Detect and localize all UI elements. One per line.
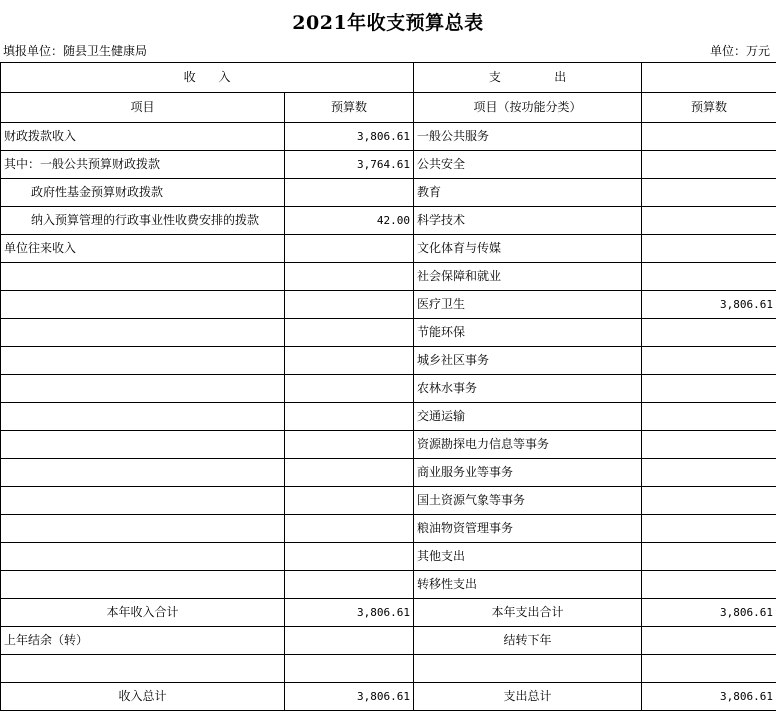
income-value: 42.00 xyxy=(285,207,414,235)
table-row xyxy=(1,375,776,403)
expense-value xyxy=(642,375,776,403)
col-income-budget: 预算数 xyxy=(285,93,414,123)
expense-item: 科学技术 xyxy=(414,207,642,235)
page-title: 2021年收支预算总表 xyxy=(292,12,484,34)
column-header-row xyxy=(1,93,776,123)
expense-item: 商业服务业等事务 xyxy=(414,459,642,487)
income-total-label: 收入总计 xyxy=(1,683,285,711)
income-item xyxy=(1,375,285,403)
income-value xyxy=(285,431,414,459)
expense-item: 医疗卫生 xyxy=(414,291,642,319)
expense-header: 支 出 xyxy=(414,63,642,93)
table-row xyxy=(1,403,776,431)
income-value xyxy=(285,459,414,487)
expense-value xyxy=(642,319,776,347)
expense-value xyxy=(642,487,776,515)
income-value xyxy=(285,263,414,291)
table-row xyxy=(1,347,776,375)
table-row xyxy=(1,179,776,207)
income-item xyxy=(1,403,285,431)
reporting-unit: 填报单位：随县卫生健康局 xyxy=(3,44,148,58)
grand-total-row xyxy=(1,683,776,711)
table-row xyxy=(1,487,776,515)
year-total-row xyxy=(1,599,776,627)
income-value xyxy=(285,235,414,263)
year-income-value: 3,806.61 xyxy=(285,599,414,627)
income-item: 其中：一般公共预算财政拨款 xyxy=(1,151,285,179)
blank-cell xyxy=(1,655,285,683)
table-row xyxy=(1,459,776,487)
income-value: 3,764.61 xyxy=(285,151,414,179)
expense-item: 转移性支出 xyxy=(414,571,642,599)
income-header: 收 入 xyxy=(1,63,414,93)
blank-cell xyxy=(285,655,414,683)
income-value xyxy=(285,403,414,431)
expense-value xyxy=(642,459,776,487)
year-expense-value: 3,806.61 xyxy=(642,599,776,627)
expense-item: 国土资源气象等事务 xyxy=(414,487,642,515)
section-header-row xyxy=(1,63,776,93)
expense-item: 公共安全 xyxy=(414,151,642,179)
carry-out-value xyxy=(642,627,776,655)
expense-item: 粮油物资管理事务 xyxy=(414,515,642,543)
expense-item: 交通运输 xyxy=(414,403,642,431)
expense-item: 其他支出 xyxy=(414,543,642,571)
income-value: 3,806.61 xyxy=(285,123,414,151)
table-row xyxy=(1,291,776,319)
expense-value xyxy=(642,179,776,207)
income-item xyxy=(1,319,285,347)
expense-value xyxy=(642,235,776,263)
income-item xyxy=(1,459,285,487)
income-value xyxy=(285,515,414,543)
income-value xyxy=(285,291,414,319)
table-row xyxy=(1,515,776,543)
expense-item: 城乡社区事务 xyxy=(414,347,642,375)
carry-row xyxy=(1,627,776,655)
income-item xyxy=(1,291,285,319)
income-value xyxy=(285,543,414,571)
expense-item: 节能环保 xyxy=(414,319,642,347)
table-row xyxy=(1,207,776,235)
expense-header-blank xyxy=(642,63,776,93)
table-row xyxy=(1,263,776,291)
income-value xyxy=(285,571,414,599)
expense-item: 农林水事务 xyxy=(414,375,642,403)
income-item xyxy=(1,487,285,515)
income-item: 纳入预算管理的行政事业性收费安排的拨款 xyxy=(1,207,285,235)
income-value xyxy=(285,375,414,403)
income-item xyxy=(1,263,285,291)
income-item: 财政拨款收入 xyxy=(1,123,285,151)
expense-item: 文化体育与传媒 xyxy=(414,235,642,263)
income-total-value: 3,806.61 xyxy=(285,683,414,711)
expense-value xyxy=(642,571,776,599)
currency-unit: 单位：万元 xyxy=(709,44,770,58)
col-expense-item: 项目（按功能分类） xyxy=(414,93,642,123)
expense-value xyxy=(642,151,776,179)
income-item xyxy=(1,431,285,459)
carry-in-value xyxy=(285,627,414,655)
expense-item: 社会保障和就业 xyxy=(414,263,642,291)
blank-row xyxy=(1,655,776,683)
table-row xyxy=(1,123,776,151)
income-item xyxy=(1,515,285,543)
income-item xyxy=(1,347,285,375)
table-row xyxy=(1,319,776,347)
blank-cell xyxy=(642,655,776,683)
table-row xyxy=(1,543,776,571)
expense-value xyxy=(642,515,776,543)
income-value xyxy=(285,319,414,347)
expense-value xyxy=(642,403,776,431)
income-item xyxy=(1,543,285,571)
income-value xyxy=(285,347,414,375)
blank-cell xyxy=(414,655,642,683)
table-row xyxy=(1,571,776,599)
expense-value: 3,806.61 xyxy=(642,291,776,319)
expense-value xyxy=(642,431,776,459)
income-item: 单位往来收入 xyxy=(1,235,285,263)
col-expense-budget: 预算数 xyxy=(642,93,776,123)
income-item: 政府性基金预算财政拨款 xyxy=(1,179,285,207)
income-item xyxy=(1,571,285,599)
year-income-label: 本年收入合计 xyxy=(1,599,285,627)
col-income-item: 项目 xyxy=(1,93,285,123)
expense-item: 教育 xyxy=(414,179,642,207)
table-row xyxy=(1,431,776,459)
table-row xyxy=(1,235,776,263)
expense-total-value: 3,806.61 xyxy=(642,683,776,711)
income-value xyxy=(285,487,414,515)
expense-value xyxy=(642,347,776,375)
expense-value xyxy=(642,263,776,291)
expense-value xyxy=(642,207,776,235)
expense-value xyxy=(642,543,776,571)
income-value xyxy=(285,179,414,207)
table-row xyxy=(1,151,776,179)
expense-total-label: 支出总计 xyxy=(414,683,642,711)
carry-in-label: 上年结余（转） xyxy=(1,627,285,655)
budget-table xyxy=(0,62,776,711)
year-expense-label: 本年支出合计 xyxy=(414,599,642,627)
carry-out-label: 结转下年 xyxy=(414,627,642,655)
expense-item: 一般公共服务 xyxy=(414,123,642,151)
expense-value xyxy=(642,123,776,151)
expense-item: 资源勘探电力信息等事务 xyxy=(414,431,642,459)
